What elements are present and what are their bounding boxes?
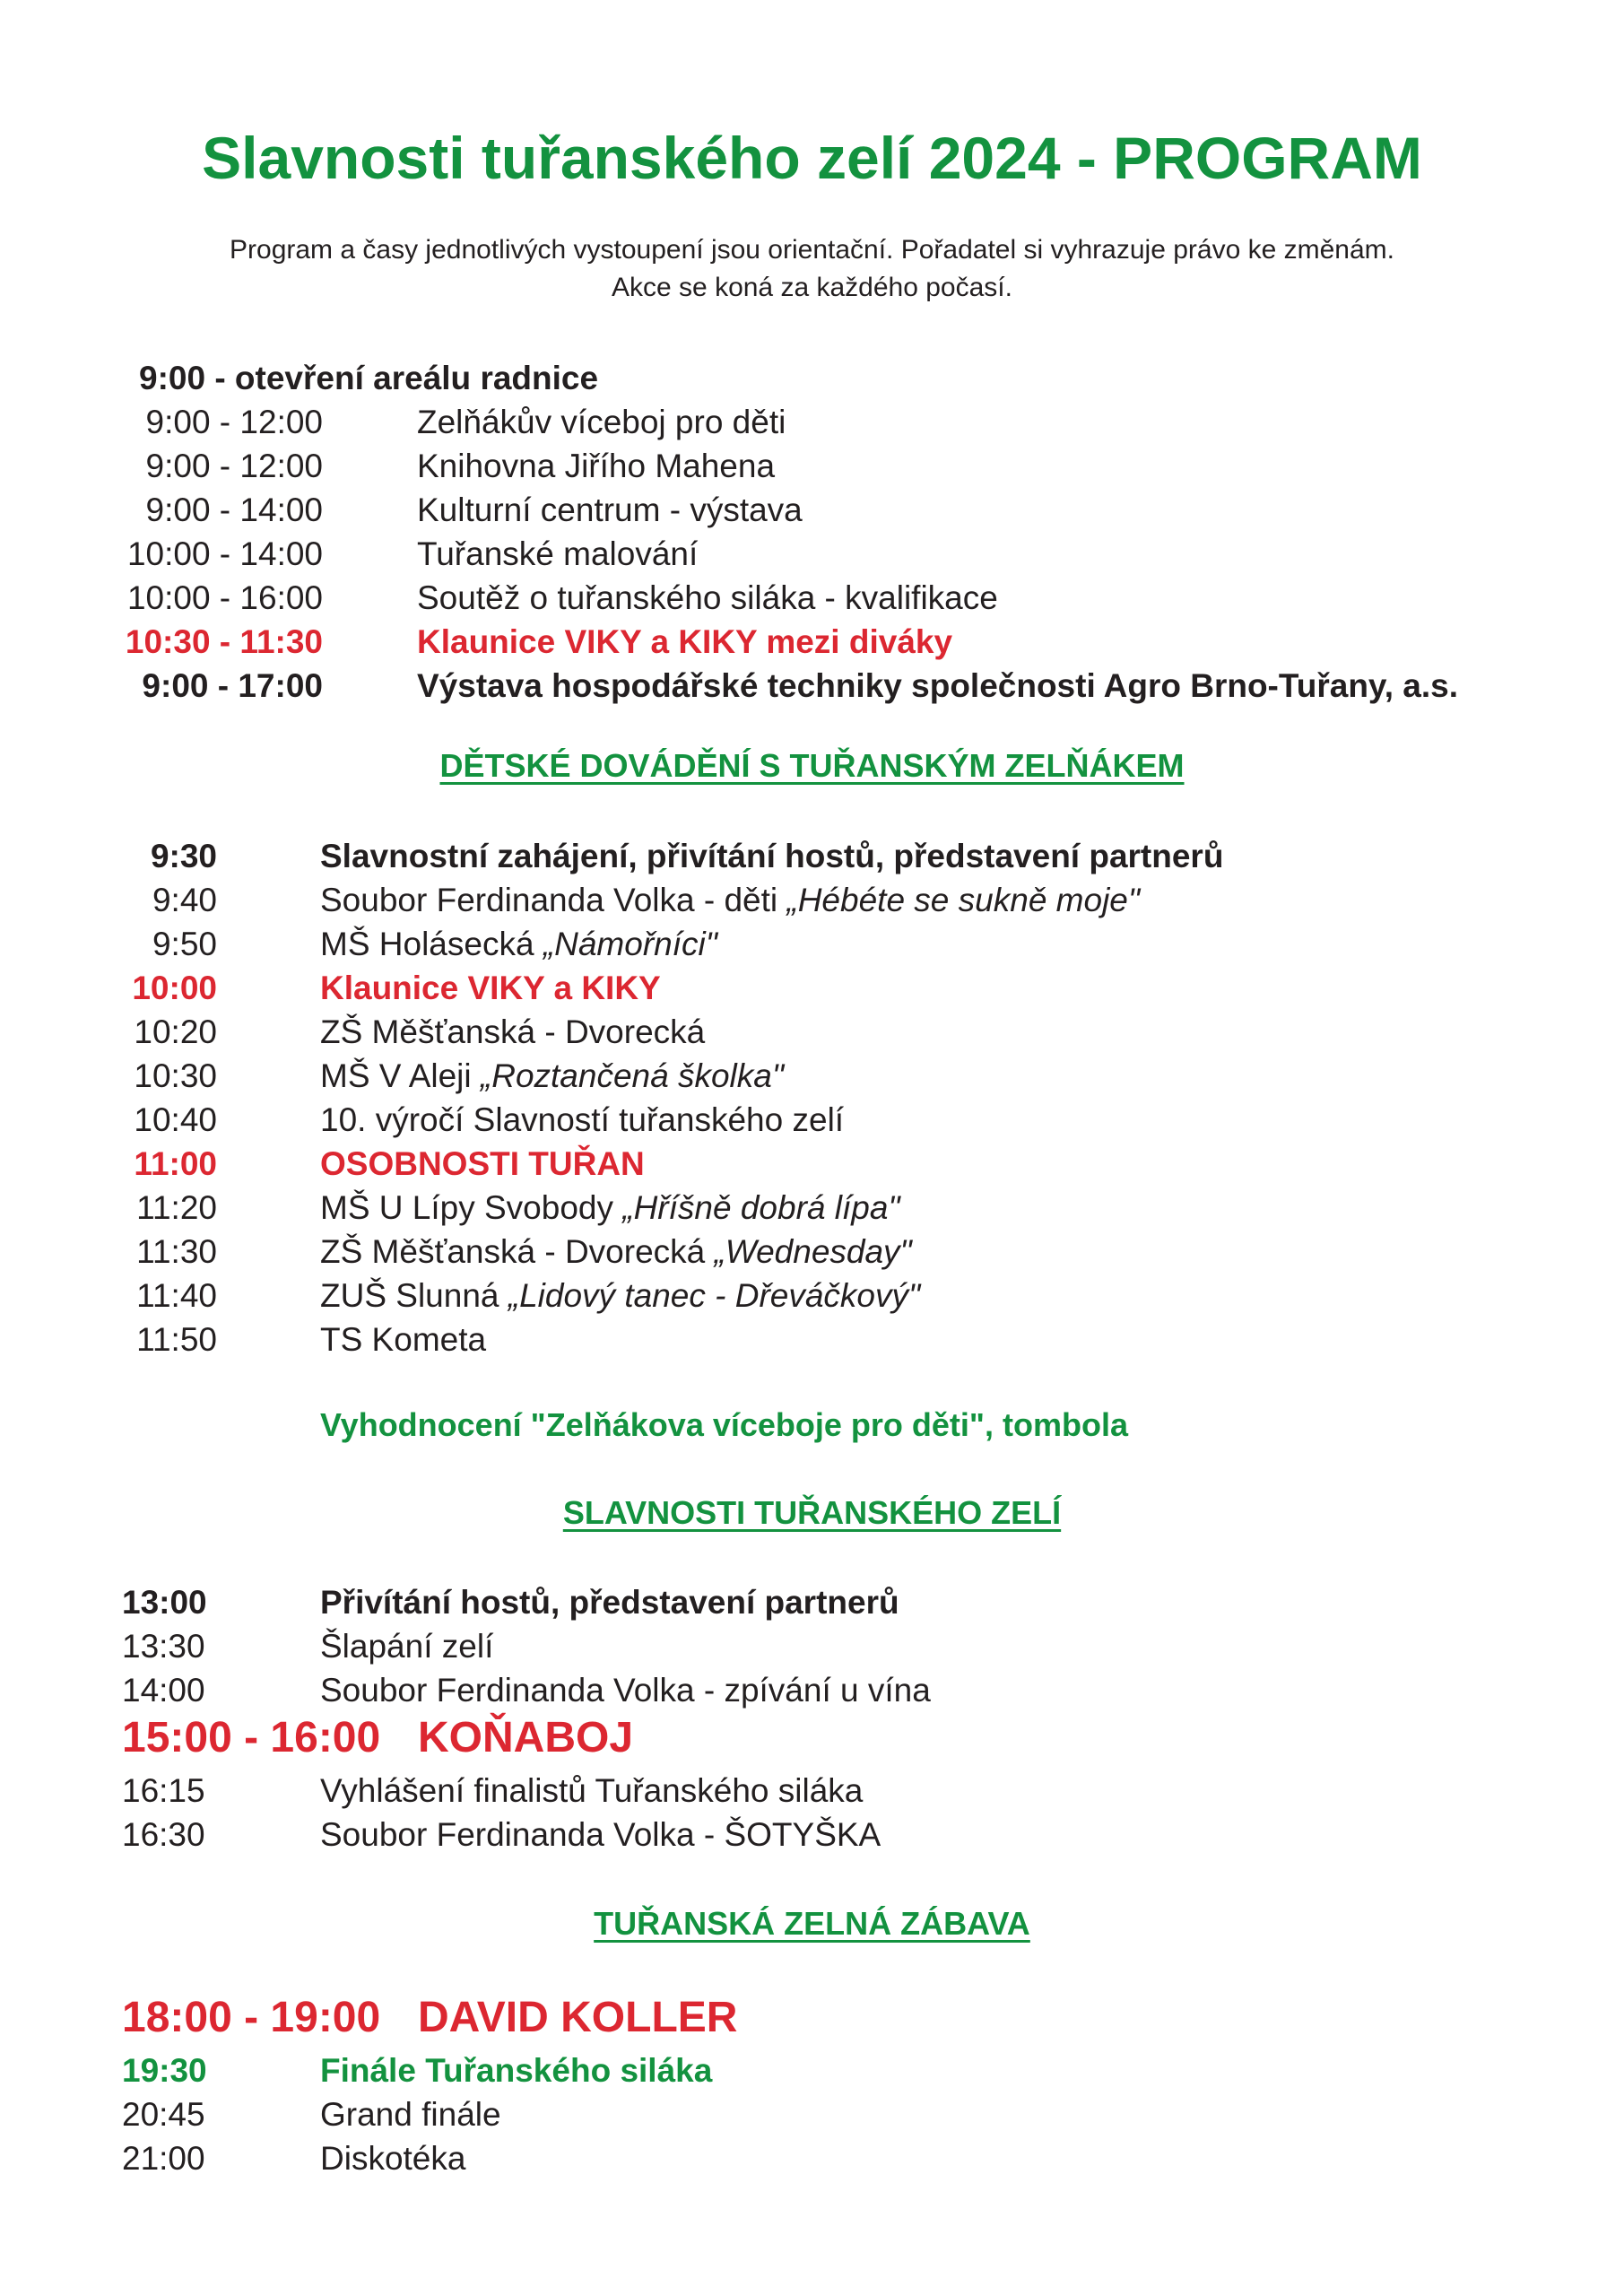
section-heading-festival: SLAVNOSTI TUŘANSKÉHO ZELÍ <box>562 1494 1062 1531</box>
event-quote: „Lidový tanec - Dřeváčkový" <box>508 1277 921 1314</box>
event: Kulturní centrum - výstava <box>417 491 803 528</box>
time: 10:20 <box>134 1013 217 1050</box>
time: 21:00 <box>122 2140 205 2177</box>
event: Klaunice VIKY a KIKY <box>320 970 661 1006</box>
time: 10:30 <box>134 1057 217 1094</box>
event-quote: „Roztančená školka" <box>480 1057 784 1094</box>
event-quote: „Wednesday" <box>714 1233 912 1270</box>
time: 15:00 - 16:00 <box>122 1714 381 1761</box>
event: Tuřanské malování <box>417 535 699 572</box>
event-text: Soubor Ferdinanda Volka - děti <box>320 882 787 918</box>
event-text: MŠ Holásecká <box>320 926 543 962</box>
event: 10. výročí Slavností tuřanského zelí <box>320 1101 845 1138</box>
event: Finále Tuřanského siláka <box>320 2052 713 2089</box>
event-quote: „Hébéte se sukně moje" <box>786 882 1141 918</box>
event: Zelňákův víceboj pro děti <box>417 404 786 440</box>
event: Klaunice VIKY a KIKY mezi diváky <box>417 623 953 660</box>
event-text: ZŠ Měšťanská - Dvorecká <box>320 1233 715 1270</box>
page-title: Slavnosti tuřanského zelí 2024 - PROGRAM <box>202 125 1422 191</box>
time: 10:00 - 14:00 <box>126 535 323 572</box>
event: Soubor Ferdinanda Volka - ŠOTYŠKA <box>320 1816 881 1853</box>
time: 16:15 <box>122 1772 205 1809</box>
event: Knihovna Jiřího Mahena <box>417 448 776 484</box>
disclaimer-line-2: Akce se koná za každého počasí. <box>612 273 1012 302</box>
time: 10:00 - 16:00 <box>126 579 323 616</box>
event: Výstava hospodářské techniky společnosti Agro Brno-Tuřany, a.s. <box>417 667 1459 704</box>
event <box>320 1054 784 1099</box>
event-text: MŠ V Aleji <box>320 1057 481 1094</box>
event: OSOBNOSTI TUŘAN <box>320 1145 645 1182</box>
kids-result-note: Vyhodnocení "Zelňákova víceboje pro děti", tombola <box>320 1406 1128 1443</box>
time: 13:00 <box>122 1584 207 1621</box>
event: Šlapání zelí <box>320 1628 494 1665</box>
event: Soubor Ferdinanda Volka - zpívání u vína <box>320 1672 931 1709</box>
section-heading-kids: DĚTSKÉ DOVÁDĚNÍ S TUŘANSKÝM ZELŇÁKEM <box>439 747 1185 784</box>
event <box>320 1186 900 1231</box>
time: 11:50 <box>136 1321 217 1358</box>
event: ZŠ Měšťanská - Dvorecká <box>320 1013 706 1050</box>
time: 9:00 - 14:00 <box>145 491 323 528</box>
time: 11:40 <box>136 1277 217 1314</box>
time: 16:30 <box>122 1816 205 1853</box>
event: Vyhlášení finalistů Tuřanského siláka <box>320 1772 864 1809</box>
time: 20:45 <box>122 2096 205 2133</box>
event <box>320 878 1140 923</box>
event-text: ZUŠ Slunná <box>320 1277 508 1314</box>
event: Přivítání hostů, představení partnerů <box>320 1584 899 1621</box>
time: 18:00 - 19:00 <box>122 1994 381 2041</box>
time: 19:30 <box>122 2052 207 2089</box>
event: Grand finále <box>320 2096 501 2133</box>
event: DAVID KOLLER <box>418 1994 738 2041</box>
event-text: MŠ U Lípy Svobody <box>320 1189 623 1226</box>
time: 11:20 <box>136 1189 217 1226</box>
event <box>320 1230 912 1274</box>
event-quote: „Hříšně dobrá lípa" <box>622 1189 900 1226</box>
event <box>320 1274 920 1318</box>
event: Slavnostní zahájení, přivítání hostů, představení partnerů <box>320 838 1224 874</box>
event <box>320 922 717 967</box>
event: TS Kometa <box>320 1321 487 1358</box>
time: 10:40 <box>134 1101 217 1138</box>
time: 14:00 <box>122 1672 205 1709</box>
event: Soutěž o tuřanského siláka - kvalifikace <box>417 579 998 616</box>
time: 9:00 - 12:00 <box>145 404 323 440</box>
time: 9:00 - 12:00 <box>145 448 323 484</box>
time: 11:30 <box>136 1233 217 1270</box>
event: Diskotéka <box>320 2140 466 2177</box>
time: 10:30 - 11:30 <box>125 623 323 660</box>
time: 13:30 <box>122 1628 205 1665</box>
disclaimer-line-1: Program a časy jednotlivých vystoupení jsou orientační. Pořadatel si vyhrazuje právo ke změnám. <box>230 235 1394 265</box>
time: 9:00 - 17:00 <box>142 667 323 704</box>
event: KOŇABOJ <box>418 1714 634 1761</box>
time: 11:00 <box>134 1145 217 1182</box>
time: 9:40 <box>152 882 217 918</box>
time: 9:30 <box>150 838 217 874</box>
time: 9:50 <box>152 926 217 962</box>
event-quote: „Námořníci" <box>543 926 717 962</box>
section-heading-party: TUŘANSKÁ ZELNÁ ZÁBAVA <box>594 1905 1030 1942</box>
opening-text: 9:00 - otevření areálu radnice <box>139 360 599 396</box>
time: 10:00 <box>132 970 217 1006</box>
